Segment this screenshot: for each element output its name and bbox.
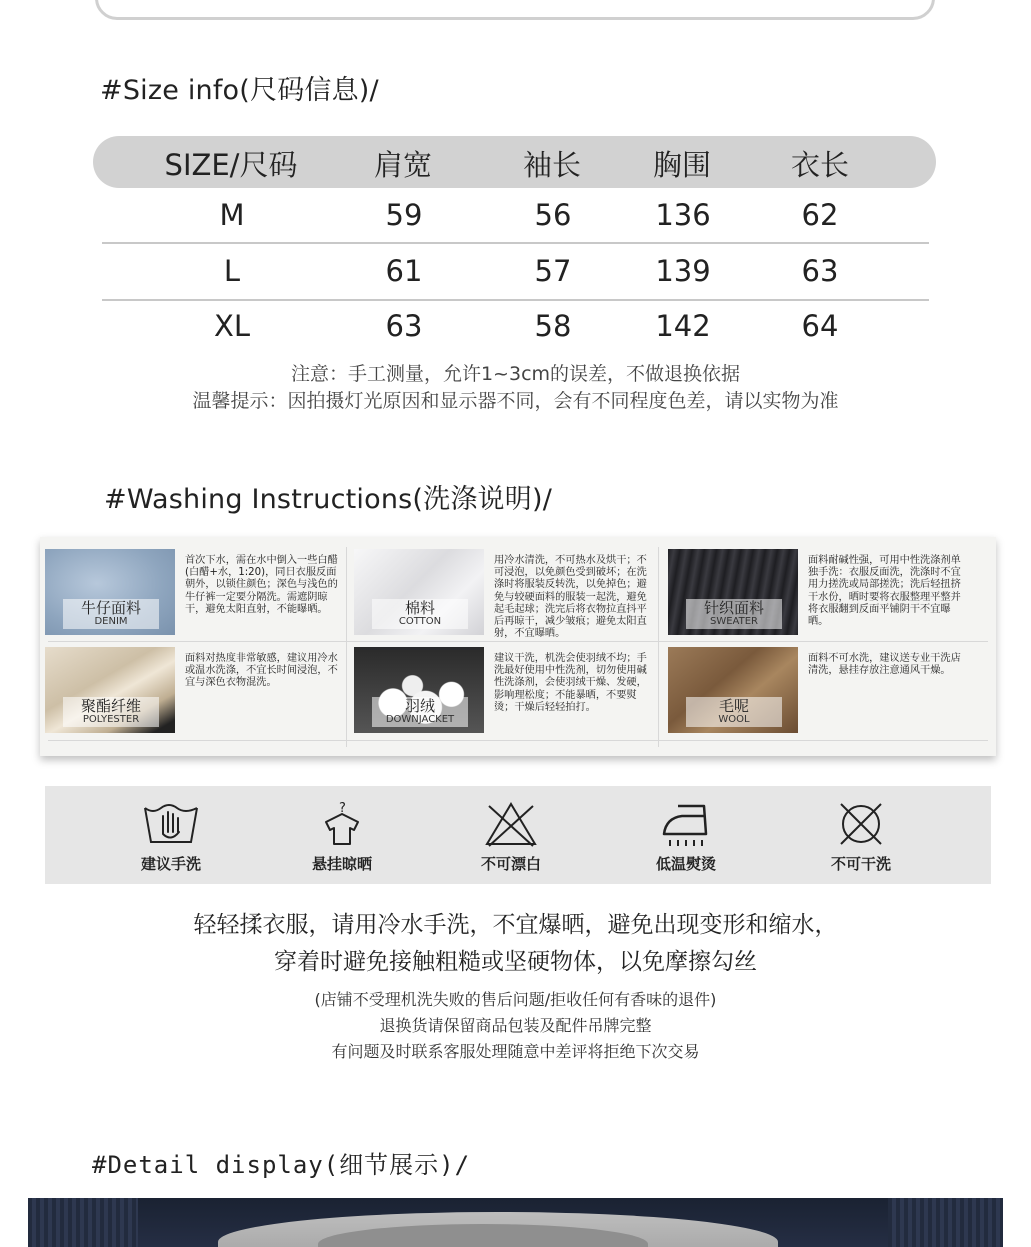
table-row-cell: 56 — [534, 198, 572, 232]
hang-dry-icon — [312, 800, 372, 848]
header-size: SIZE/尺码 — [164, 148, 298, 182]
detail-photo — [28, 1198, 1003, 1247]
polyester-image — [45, 647, 175, 733]
fabric-description: 建议干洗，机洗会使羽绒不均；手洗最好使用中性洗剂，切勿使用碱性洗涤剂，会使羽绒干燥、发硬，影响理松度；不能暴晒，不要熨烫；干燥后轻轻拍打。 — [494, 653, 647, 713]
header-chest: 胸围 — [652, 148, 711, 182]
size-section-title: #Size info(尺码信息)/ — [100, 75, 379, 106]
table-row-cell: 59 — [385, 198, 423, 232]
policy-line2: 退换货请保留商品包装及配件吊牌完整 — [379, 1016, 652, 1035]
table-row-cell: M — [219, 198, 245, 232]
header-length: 衣长 — [790, 148, 849, 182]
fabric-label: 针织面料 SWEATER — [686, 599, 782, 629]
fabric-denim — [40, 537, 352, 633]
table-row-cell: 57 — [534, 254, 572, 288]
panel-divider — [48, 740, 988, 741]
fabric-description: 面料对热度非常敏感，建议用冷水或温水洗涤，不宜长时间浸泡，不宜与深色衣物混洗。 — [185, 653, 338, 689]
fabric-label: 棉料 COTTON — [372, 599, 468, 629]
wool-image — [668, 647, 798, 733]
no-dry-clean-icon — [831, 800, 891, 848]
table-row-cell: 61 — [385, 254, 423, 288]
table-row-cell: 62 — [801, 198, 839, 232]
color-note: 温馨提示：因拍摄灯光原因和显示器不同，会有不同程度色差，请以实物为准 — [192, 390, 839, 412]
knit-texture — [888, 1198, 1003, 1247]
fabric-label: 毛呢 WOOL — [686, 697, 782, 727]
policy-line1: (店铺不受理机洗失败的售后问题/拒收任何有香味的退件) — [314, 990, 717, 1009]
care-label: 不可漂白 — [480, 855, 541, 873]
header-sleeve: 袖长 — [522, 148, 581, 182]
fabric-description: 面料不可水洗，建议送专业干洗店清洗，悬挂存放注意通风干燥。 — [808, 653, 961, 677]
care-hang-dry — [282, 800, 402, 874]
sweater-image — [668, 549, 798, 635]
table-row-cell: 142 — [655, 309, 711, 343]
header-shoulder: 肩宽 — [373, 148, 432, 182]
table-row-cell: 63 — [385, 309, 423, 343]
no-bleach-icon — [481, 800, 541, 848]
fabric-label: 牛仔面料 DENIM — [63, 599, 159, 629]
table-row-cell: 136 — [655, 198, 711, 232]
care-hand-wash — [111, 800, 231, 874]
fabric-description: 首次下水，需在水中倒入一些白醋(白醋+水，1:20)，同日衣服反面朝外，以锁住颜色；深色与浅色的牛仔裤一定要分隔洗。需遮阴晾干，避免太阳直射，不能曝晒。 — [185, 555, 338, 615]
washing-section-title: #Washing Instructions(洗涤说明)/ — [104, 484, 552, 515]
table-row-cell: XL — [213, 309, 251, 343]
care-label: 建议手洗 — [140, 855, 201, 873]
svg-text:?: ? — [339, 801, 346, 816]
table-divider — [102, 242, 929, 244]
care-no-dry-clean — [801, 800, 921, 874]
top-rounded-box — [95, 0, 935, 20]
table-row-cell: 64 — [801, 309, 839, 343]
fabric-label: 羽绒 DOWNJACKET — [372, 697, 468, 727]
fabric-description: 面料耐碱性强，可用中性洗涤剂单独手洗：衣服反面洗，洗涤时不宜用力搓洗或局部搓洗；洗后轻扭挤干水份，晒时要将衣服整理平整并将衣服翻到反面平铺阴干不宜曝晒。 — [808, 555, 961, 628]
fabric-polyester — [40, 635, 352, 731]
low-iron-icon — [656, 800, 716, 848]
fabric-description: 用冷水清洗，不可热水及烘干；不可浸泡，以免颜色受到破坏；在洗涤时将服装反转洗，以免掉色；避免与较硬面料的服装一起洗，避免起毛起球；洗完后将衣物拉直抖平后再晾干，减少皱痕；避免太阳直射，不宜曝晒。 — [494, 555, 647, 640]
fabric-panel — [40, 537, 996, 756]
table-row-cell: L — [223, 254, 241, 288]
table-row-cell: 63 — [801, 254, 839, 288]
care-label: 悬挂晾晒 — [311, 855, 372, 873]
table-divider — [102, 299, 929, 301]
care-label: 低温熨烫 — [655, 855, 716, 873]
cotton-image — [354, 549, 484, 635]
knit-texture — [28, 1198, 138, 1247]
fabric-downjacket — [349, 635, 661, 731]
hand-wash-icon — [141, 800, 201, 848]
down-image — [354, 647, 484, 733]
fabric-sweater — [663, 537, 975, 633]
measure-note: 注意：手工测量，允许1~3cm的误差，不做退换依据 — [290, 363, 741, 385]
table-row-cell: 139 — [655, 254, 711, 288]
care-low-iron — [626, 800, 746, 874]
fabric-cotton — [349, 537, 661, 640]
fabric-label: 聚酯纤维 POLYESTER — [63, 697, 159, 727]
care-label: 不可干洗 — [830, 855, 891, 873]
care-no-bleach — [451, 800, 571, 874]
care-instruction-line2: 穿着时避免接触粗糙或坚硬物体，以免摩擦勾丝 — [274, 949, 757, 975]
care-instruction-line1: 轻轻揉衣服，请用冷水手洗，不宜爆晒，避免出现变形和缩水， — [193, 912, 838, 938]
policy-line3: 有问题及时联系客服处理随意中差评将拒绝下次交易 — [331, 1042, 700, 1061]
fabric-wool — [663, 635, 975, 731]
table-row-cell: 58 — [534, 309, 572, 343]
detail-section-title: #Detail display(细节展示)/ — [92, 1151, 471, 1179]
denim-image — [45, 549, 175, 635]
